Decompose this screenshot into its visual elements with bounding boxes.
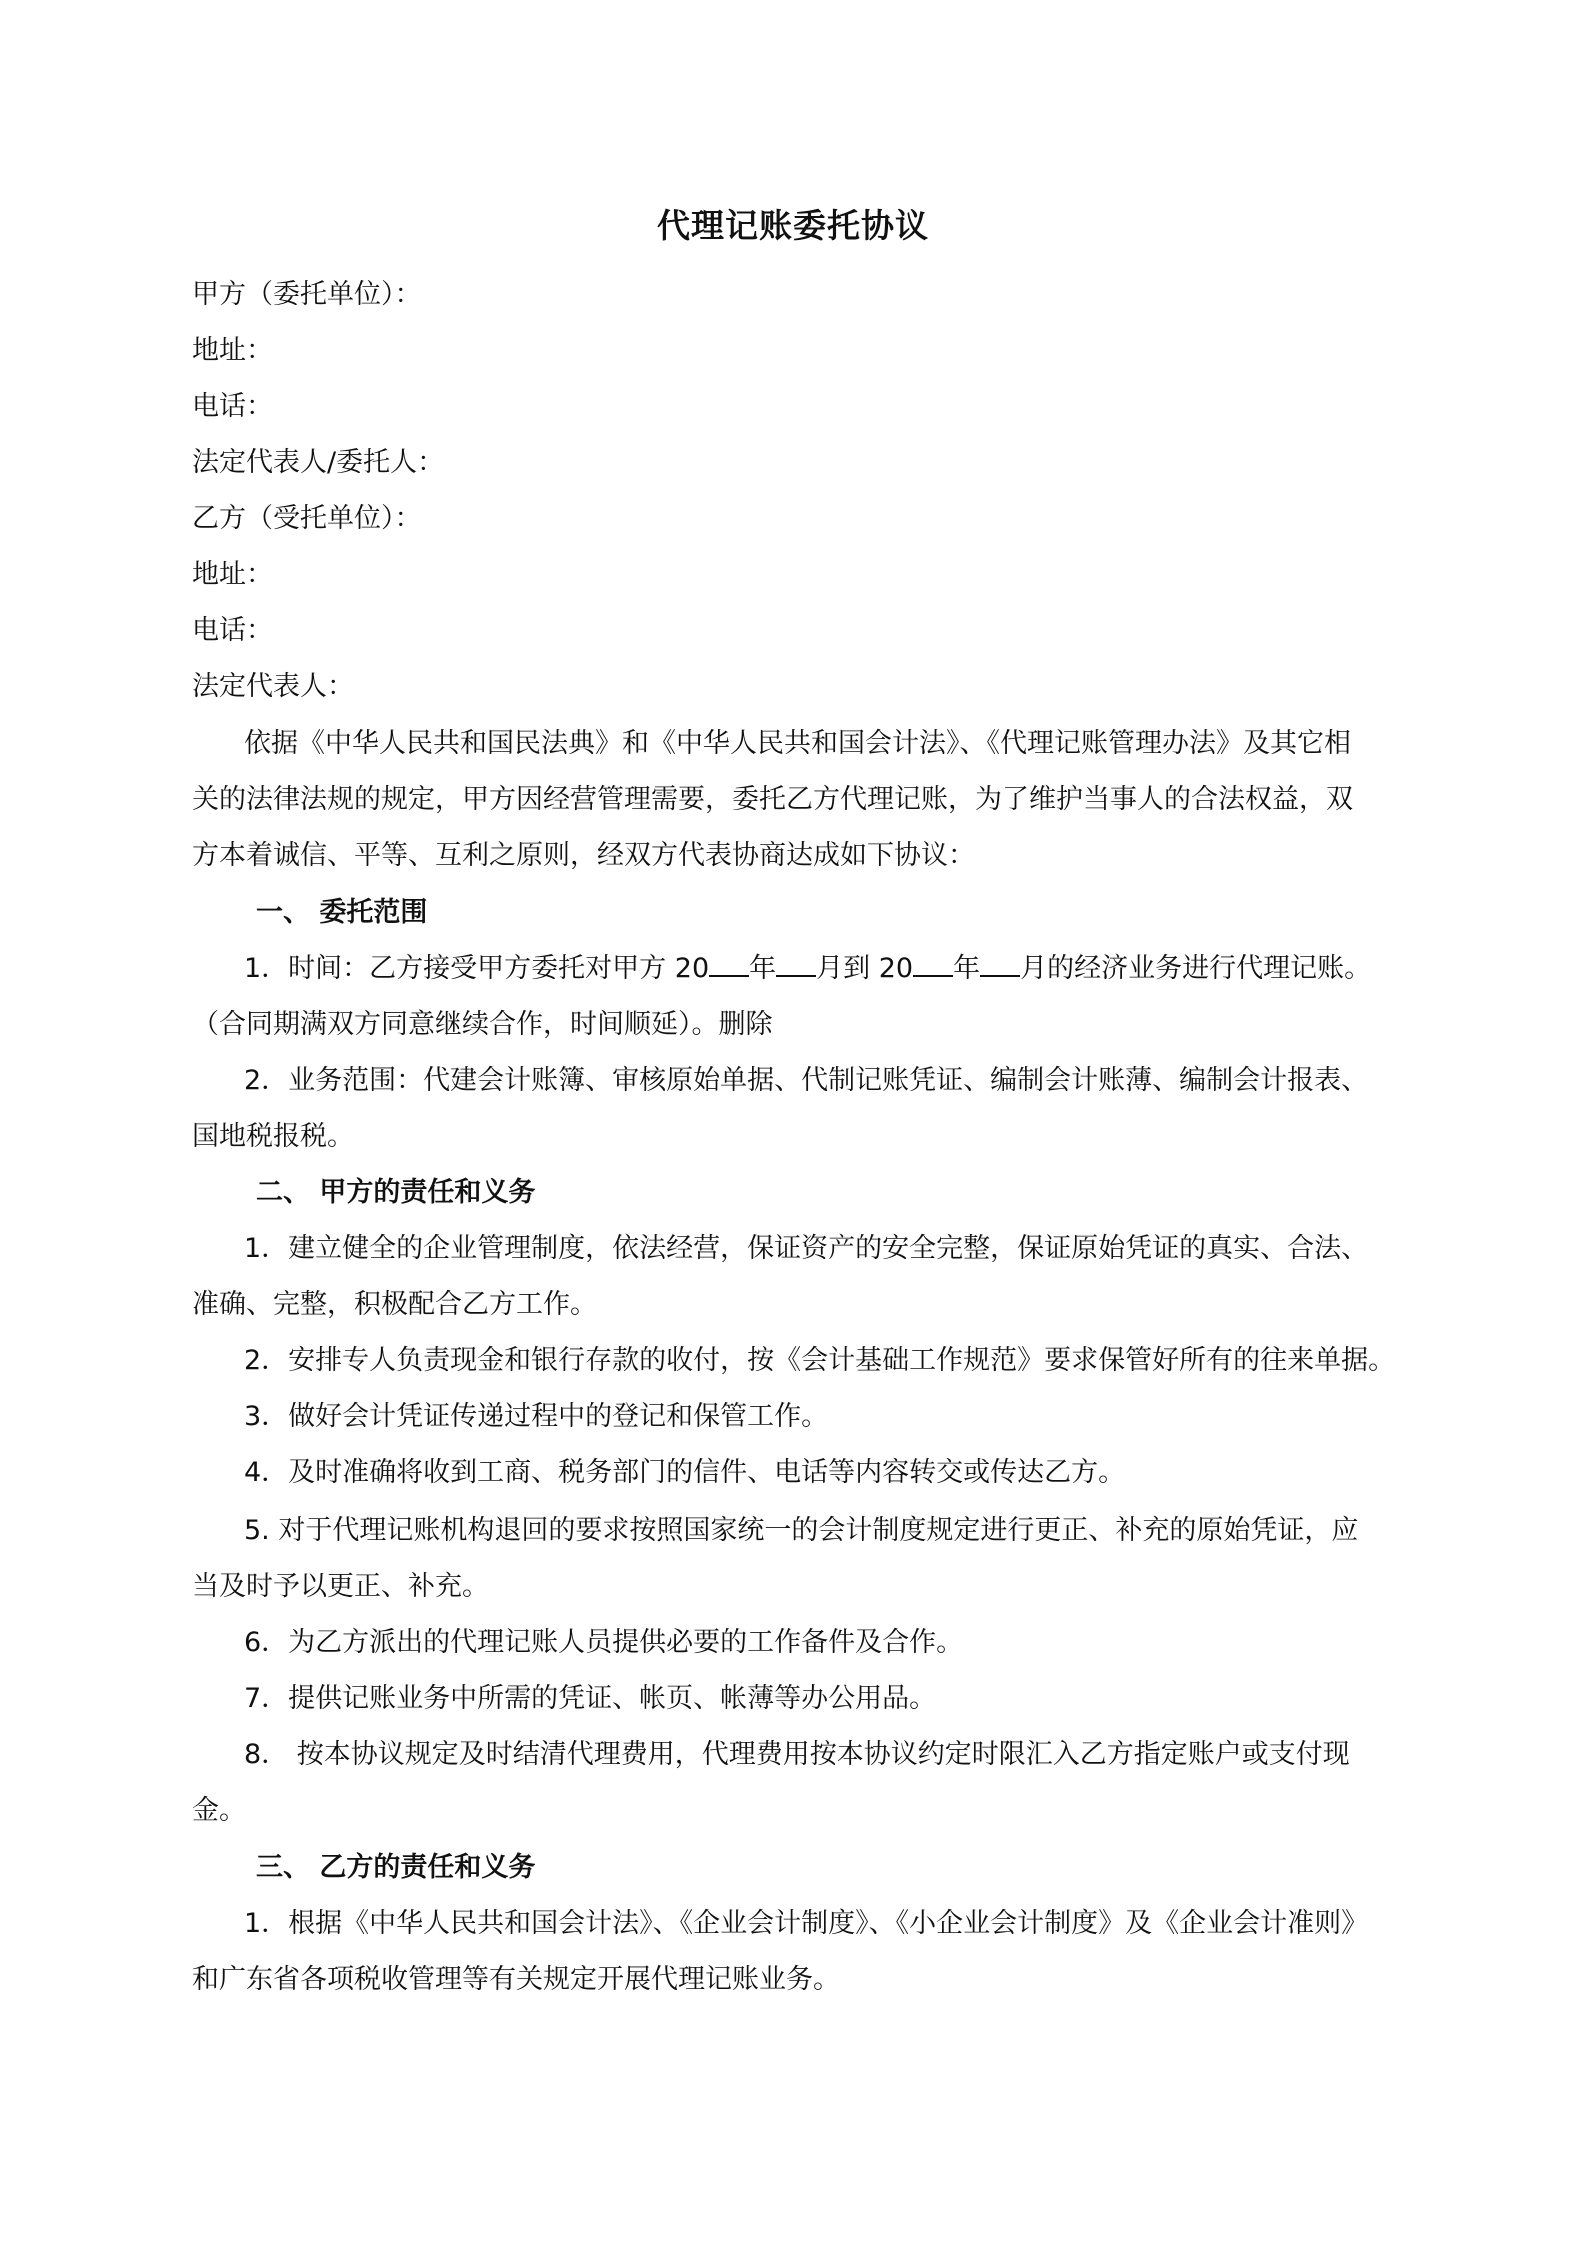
month-blank-2 (980, 949, 1020, 977)
party-b-address: 地址： (192, 559, 273, 590)
item-1-suffix: 月的经济业务进行代理记账。 (1020, 953, 1372, 984)
party-b-label: 乙方（受托单位）： (192, 503, 422, 534)
section-1-item-1 (244, 949, 1464, 989)
year-label-1: 年 (749, 953, 777, 984)
section-1-item-2-line-1: 2．业务范围：代建会计账簿、审核原始单据、代制记账凭证、编制会计账薄、编制会计报表、 (244, 1065, 1369, 1096)
section-2-item-5-line-2: 当及时予以更正、补充。 (192, 1571, 489, 1602)
section-3-item-1-line-2: 和广东省各项税收管理等有关规定开展代理记账业务。 (192, 1964, 840, 1995)
section-2-item-8-line-2: 金。 (192, 1795, 246, 1826)
month-label-1: 月到 20 (816, 953, 914, 984)
section-3-heading: 三、 乙方的责任和义务 (256, 1852, 536, 1883)
party-a-representative: 法定代表人/委托人： (192, 447, 445, 478)
section-2-item-3: 3．做好会计凭证传递过程中的登记和保管工作。 (244, 1401, 829, 1432)
party-a-address: 地址： (192, 335, 273, 366)
section-2-item-1-line-2: 准确、完整，积极配合乙方工作。 (192, 1289, 597, 1320)
party-a-phone: 电话： (192, 391, 273, 422)
section-3-item-1-line-1: 1．根据《中华人民共和国会计法》、《企业会计制度》、《小企业会计制度》及《企业会计准则》 (244, 1908, 1369, 1939)
item-1-prefix: 1．时间：乙方接受甲方委托对甲方 20 (244, 953, 710, 984)
section-2-heading: 二、 甲方的责任和义务 (256, 1177, 536, 1208)
party-a-label: 甲方（委托单位）： (192, 279, 422, 310)
section-2-item-1-line-1: 1．建立健全的企业管理制度，依法经营，保证资产的安全完整，保证原始凭证的真实、合法、 (244, 1233, 1369, 1264)
section-2-item-5-line-1: 5. 对于代理记账机构退回的要求按照国家统一的会计制度规定进行更正、补充的原始凭证，应 (244, 1515, 1359, 1546)
section-2-item-8-line-1: 8． 按本协议规定及时结清代理费用，代理费用按本协议约定时限汇入乙方指定账户或支付现 (244, 1739, 1350, 1770)
party-b-representative: 法定代表人： (192, 671, 354, 702)
preamble-line-3: 方本着诚信、平等、互利之原则，经双方代表协商达成如下协议： (192, 840, 975, 871)
section-1-item-1-note: （合同期满双方同意继续合作，时间顺延）。删除 (192, 1009, 773, 1040)
section-2-item-2: 2．安排专人负责现金和银行存款的收付，按《会计基础工作规范》要求保管好所有的往来单据。 (244, 1345, 1396, 1376)
preamble-line-1: 依据《中华人民共和国民法典》和《中华人民共和国会计法》、《代理记账管理办法》及其它相 (244, 728, 1351, 759)
year-blank-1 (709, 949, 749, 977)
section-2-item-6: 6．为乙方派出的代理记账人员提供必要的工作备件及合作。 (244, 1627, 964, 1658)
party-b-phone: 电话： (192, 615, 273, 646)
document-title: 代理记账委托协议 (657, 206, 929, 245)
month-blank-1 (776, 949, 816, 977)
section-1-heading: 一、 委托范围 (256, 897, 428, 928)
section-1-item-2-line-2: 国地税报税。 (192, 1121, 354, 1152)
section-2-item-7: 7．提供记账业务中所需的凭证、帐页、帐薄等办公用品。 (244, 1683, 937, 1714)
section-2-item-4: 4．及时准确将收到工商、税务部门的信件、电话等内容转交或传达乙方。 (244, 1457, 1126, 1488)
preamble-line-2: 关的法律法规的规定，甲方因经营管理需要，委托乙方代理记账，为了维护当事人的合法权益，双 (192, 784, 1353, 815)
year-blank-2 (913, 949, 953, 977)
year-label-2: 年 (953, 953, 981, 984)
